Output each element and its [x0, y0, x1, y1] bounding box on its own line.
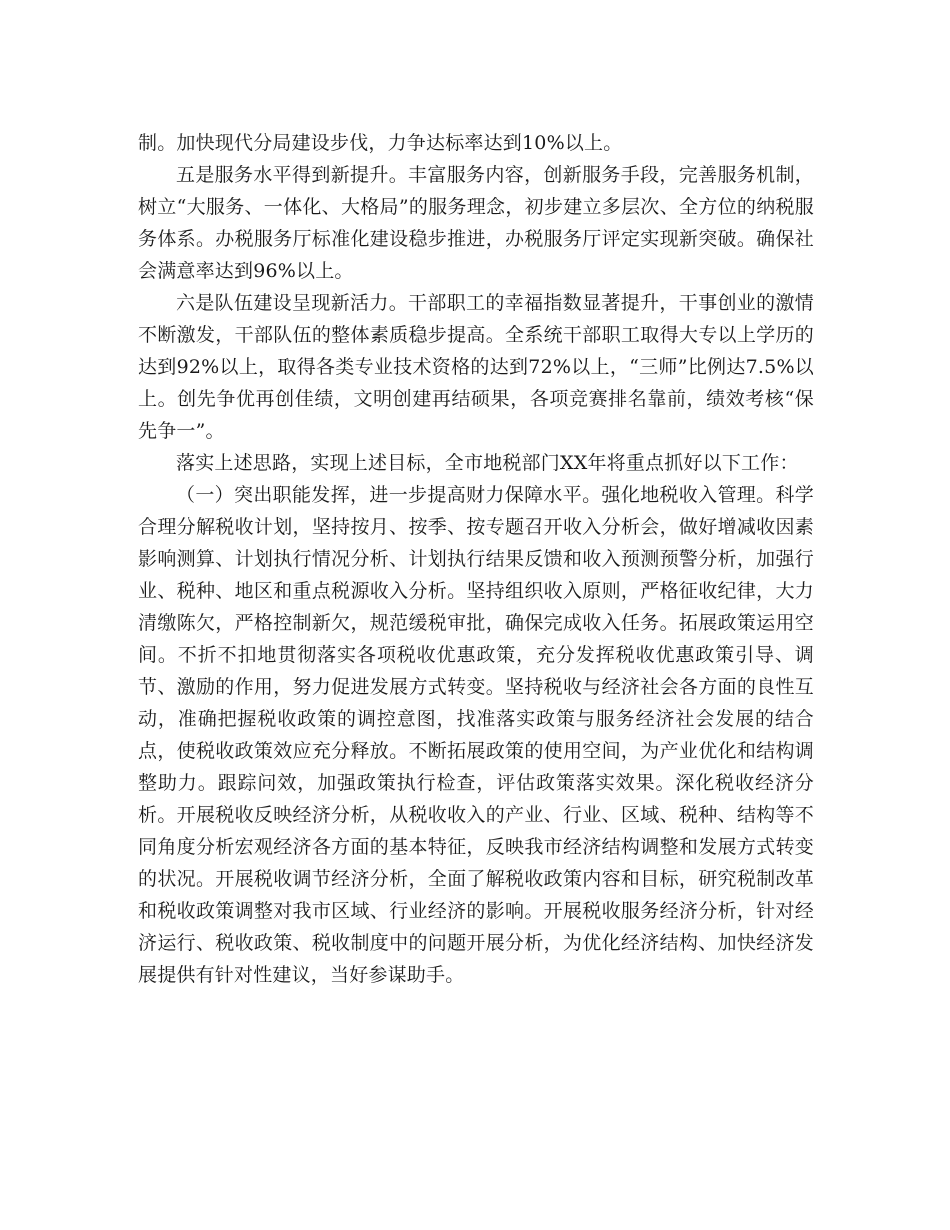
paragraph-service-level: 五是服务水平得到新提升。丰富服务内容，创新服务手段，完善服务机制，树立“大服务、一体化、大格局”的服务理念，初步建立多层次、全方位的纳税服务体系。办税服务厅标准化建设稳步推进，办税服务厅评定实现新突破。确保社会满意率达到96%以上。: [138, 164, 814, 282]
document-body: [138, 127, 814, 991]
paragraph-continuation: 制。加快现代分局建设步伐，力争达标率达到10%以上。: [138, 132, 623, 154]
paragraph-section-one: （一）突出职能发挥，进一步提高财力保障水平。强化地税收入管理。科学合理分解税收计划，坚持按月、按季、按专题召开收入分析会，做好增减收因素影响测算、计划执行情况分析、计划执行结果反馈和收入预测预警分析，加强行业、税种、地区和重点税源收入分析。坚持组织收入原则，严格征收纪律，大力清缴陈欠，严格控制新欠，规范缓税审批，确保完成收入任务。拓展政策运用空间。不折不扣地贯彻落实各项税收优惠政策，充分发挥税收优惠政策引导、调节、激励的作用，努力促进发展方式转变。坚持税收与经济社会各方面的良性互动，准确把握税收政策的调控意图，找准落实政策与服务经济社会发展的结合点，使税收政策效应充分释放。不断拓展政策的使用空间，为产业优化和结构调整助力。跟踪问效，加强政策执行检查，评估政策落实效果。深化税收经济分析。开展税收反映经济分析，从税收收入的产业、行业、区域、税种、结构等不同角度分析宏观经济各方面的基本特征，反映我市经济结构调整和发展方式转变的状况。开展税收调节经济分析，全面了解税收政策内容和目标，研究税制改革和税收政策调整对我市区域、行业经济的影响。开展税收服务经济分析，针对经济运行、税收政策、税收制度中的问题开展分析，为优化经济结构、加快经济发展提供有针对性建议，当好参谋助手。: [138, 484, 814, 986]
paragraph-team-building: 六是队伍建设呈现新活力。干部职工的幸福指数显著提升，干事创业的激情不断激发，干部队伍的整体素质稳步提高。全系统干部职工取得大专以上学历的达到92%以上，取得各类专业技术资格的达到72%以上，“三师”比例达7.5%以上。创先争优再创佳绩，文明创建再结硕果，各项竞赛排名靠前，绩效考核“保先争一”。: [138, 292, 814, 442]
paragraph-key-work-intro: 落实上述思路，实现上述目标，全市地税部门XX年将重点抓好以下工作：: [176, 452, 799, 474]
